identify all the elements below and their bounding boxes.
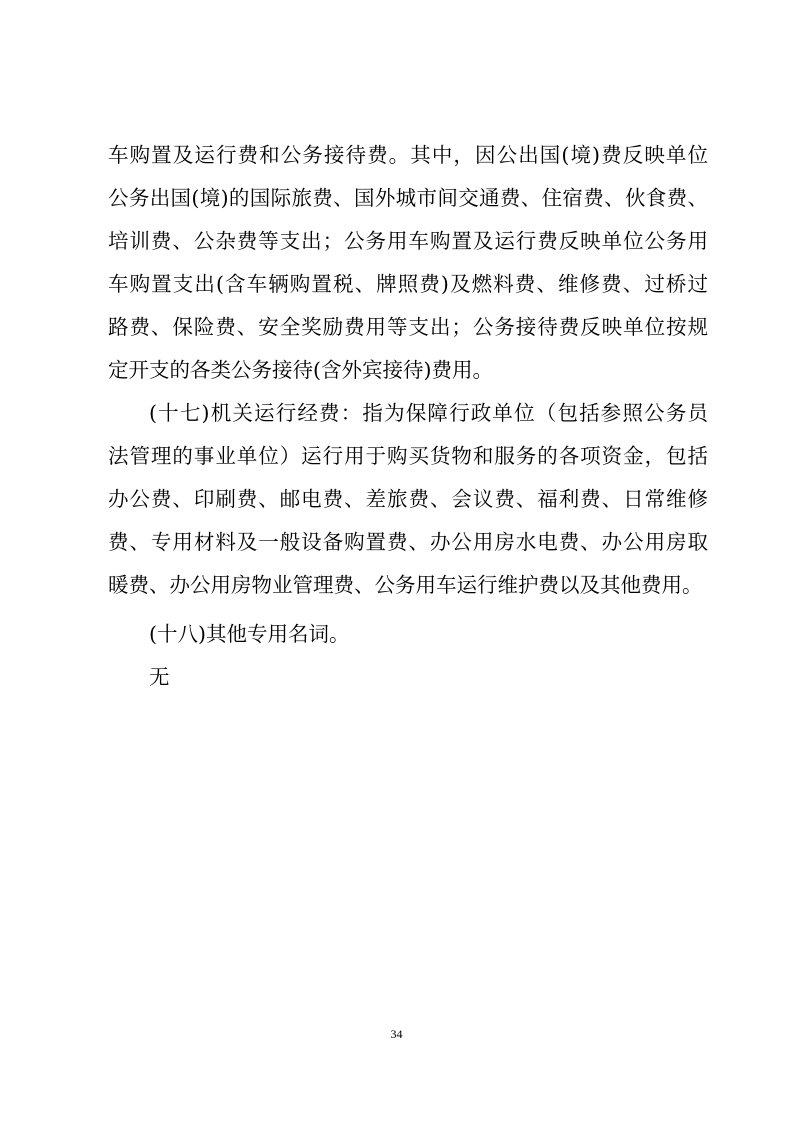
paragraph-operating-expenses bbox=[108, 392, 708, 607]
document-body bbox=[108, 134, 708, 699]
text-line: 费、专用材料及一般设备购置费、办公用房水电费、办公用房取 bbox=[108, 530, 708, 554]
text-line: 暖费、办公用房物业管理费、公务用车运行维护费以及其他费用。 bbox=[108, 573, 703, 597]
paragraph-expense-categories bbox=[108, 134, 708, 392]
text-line: 培训费、公杂费等支出；公务用车购置及运行费反映单位公务用 bbox=[108, 229, 708, 253]
text-line: 车购置及运行费和公务接待费。其中，因公出国(境)费反映单位 bbox=[108, 143, 708, 167]
section-heading: (十八)其他专用名词。 bbox=[149, 622, 350, 646]
text-line: 定开支的各类公务接待(含外宾接待)费用。 bbox=[108, 358, 493, 382]
text-line: 办公费、印刷费、邮电费、差旅费、会议费、福利费、日常维修 bbox=[108, 487, 708, 511]
text-line: 公务出国(境)的国际旅费、国外城市间交通费、住宿费、伙食费、 bbox=[108, 186, 708, 210]
section-answer: 无 bbox=[149, 665, 170, 689]
text-line: 车购置支出(含车辆购置税、牌照费)及燃料费、维修费、过桥过 bbox=[108, 272, 708, 296]
text-line: (十七)机关运行经费：指为保障行政单位（包括参照公务员 bbox=[149, 401, 708, 425]
page-number: 34 bbox=[390, 1027, 403, 1041]
text-line: 法管理的事业单位）运行用于购买货物和服务的各项资金，包括 bbox=[108, 444, 708, 468]
text-line: 路费、保险费、安全奖励费用等支出；公务接待费反映单位按规 bbox=[108, 315, 708, 339]
